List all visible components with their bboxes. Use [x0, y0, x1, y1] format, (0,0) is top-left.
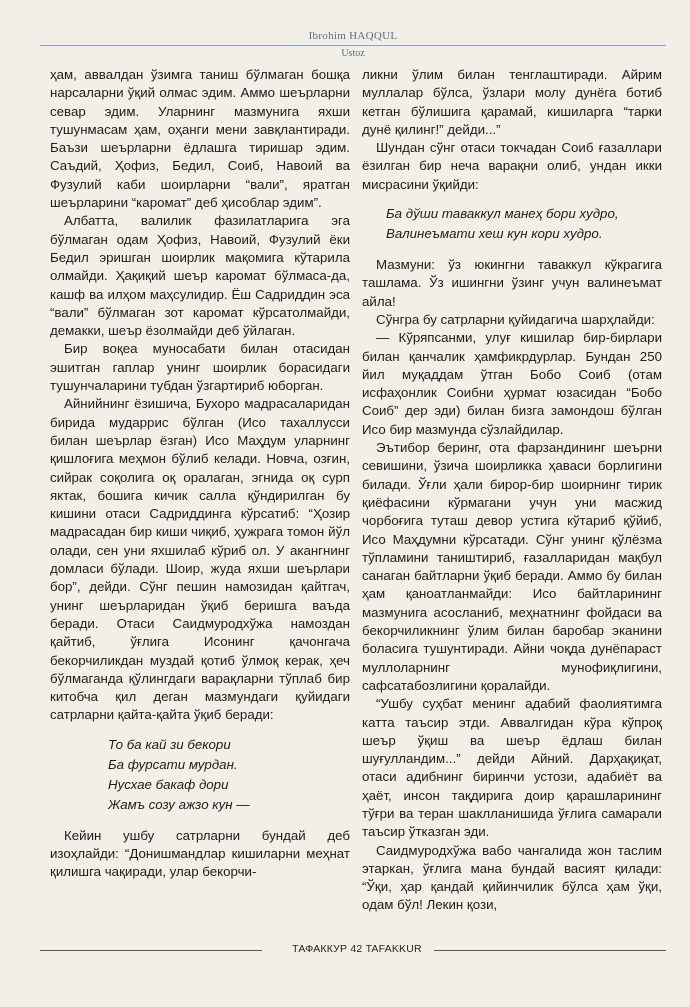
- left-column: [50, 66, 350, 882]
- right-column: [362, 66, 662, 915]
- verse-line: Жамъ созу ажзо кун —: [108, 796, 250, 812]
- footer-rule-left: [40, 950, 262, 951]
- header-author: Ibrohim HAQQUL: [308, 30, 398, 42]
- paragraph: Бир воқеа муносабати билан отасидан эшитган гаплар унинг шоирлик борасидаги тушунчаларини тубдан ўзгартириб юборган.: [50, 341, 350, 394]
- paragraph: Айнийнинг ёзишича, Бухоро мадрасаларидан бирида мударрис бўлган (Исо тахаллусси билан шеърлар ёзган) Исо Маҳдум уларнинг қишлоғига меҳмон бўлиб келади. Новча, озғин, сийрак соқолига оқ оралаган, эгнида оқ сурп яктак, бошига кичик салла қўндирилган бу кишини отаси Садриддинга кўрсатиб: “Ҳозир мадрасадан бир киши чиқиб, ҳужрага томон йўл олади, сен уни яхшилаб кўриб ол. У акангнинг домласи бўлади. Шоир, жуда яхши шеърлари бор”, дейди. Сўнг пешин намозидан қайтгач, унинг шеърларидан ўқиб беришга ваъда беради. Отаси Саидмуродхўжа намоздан қайтиб, ўғлига Исонинг қачонгача бекорчиликдан муздай қотиб ўлмоқ керак, ҳеч бўлмаганда қўлингдаги варақларни тўплаб бир китобча қил деган мазмундаги қуйидаги сатрларни қайта-қайта ўқиб беради:: [50, 396, 350, 723]
- verse-block: [50, 735, 350, 815]
- paragraph: Саидмуродхўжа вабо чангалида жон таслим этаркан, ўғлига мана бундай васият қилади: “Ўқи, ҳар қандай қийинчилик бўлса ҳам ўқи, одам бўл! Лекин қози,: [362, 842, 662, 913]
- header-rule: [40, 45, 666, 46]
- footer-page-label: ТАФАККУР 42 TAFAKKUR: [292, 943, 422, 955]
- paragraph: ҳам, аввалдан ўзимга таниш бўлмаган бошқа нарсаларни ўқий олмас эдим. Аммо шеърларни севар эдим. Уларнинг мазмунига яхши тушунмасам ҳам, оҳанги мени завқлантиради. Баъзи шеърларни ёдлашга тиришар эдим. Саъдий, Ҳофиз, Бедил, Соиб, Навоий ва Фузулий каби шоирларни “вали”, яратган шеърларини “каромат” деб ҳисоблар эдим”.: [50, 67, 350, 211]
- paragraph: Кейин ушбу сатрларни бундай деб изоҳлайди: “Донишмандлар кишиларни меҳнат қилишга чақиради, улар бекорчи-: [50, 827, 350, 880]
- header-section: Ustoz: [341, 48, 365, 59]
- paragraph: Эътибор беринг, ота фарзандининг шеърни севишини, ўзича шоирликка ҳаваси борлигини билади. Ўғли ҳали бирор-бир шоирнинг тирик қиёфасини кўрмагани учун уни масжид чорбоғига туташ девор устига кўтариб қўйиб, Исо Маҳдумни кўрсатади. Сўнг унинг қўлёзма тўпламини таништириб, ғазалларидан мақбул санаган байтларни ўқиб беради. Аммо бу билан ҳам қаноатланмайди: Исо байтларининг мазмунига асосланиб, меҳнатнинг фойдаси ва бекорчиликнинг ўлим билан баробар эканини боласига тушунтиради. Айни чоқда дунёпараст муллоларнинг мунофиқлигини, сафсатабозлигини қоралайди.: [362, 440, 662, 693]
- paragraph: Мазмуни: ўз юкингни таваккул кўкрагига ташлама. Ўз ишингни ўзинг учун валинеъмат айла!: [362, 257, 662, 309]
- verse-line: Валинеъмати хеш кун кори худро.: [386, 226, 603, 242]
- footer-rule-right: [434, 950, 666, 951]
- verse-line: Нусхае бакаф дори: [108, 776, 229, 792]
- verse-line: То ба кай зи бекори: [108, 736, 231, 752]
- page-footer: [40, 941, 666, 961]
- running-header: [40, 30, 666, 60]
- paragraph: ликни ўлим билан тенглаштиради. Айрим муллалар бўлса, ўзлари молу дунёга ботиб кетган бўлишига қарамай, кишиларга “тарки дунё қилинг!” дейди...”: [362, 67, 662, 137]
- verse-line: Ба фурсати мурдан.: [108, 756, 238, 772]
- paragraph: Сўнгра бу сатрларни қуйидагича шарҳлайди:: [376, 311, 655, 327]
- paragraph: “Ушбу суҳбат менинг адабий фаолиятимга катта таъсир этди. Аввалгидан кўра кўпроқ шеър ўқиш ва шеър ёдлаш билан шуғулландим...” дейди Айний. Дарҳақиқат, отаси адибнинг биринчи устози, адабиёт ва ҳаёт, инсон тақдирига доир қарашларининг тўғри ва теран шаклланишида ўғлига самарали таъсир ўтказган эди.: [362, 696, 662, 840]
- paragraph: Шундан сўнг отаси токчадан Соиб ғазаллари ёзилган бир неча варақни олиб, ундан икки мисрасини ўқийди:: [362, 140, 662, 192]
- paragraph: — Кўряпсанми, улуғ кишилар бир-бирлари билан қанчалик ҳамфикрдурлар. Бундан 250 йил муқаддам ўтган Бобо Соиб (отам исфаҳонлик Соибни ҳурмат юзасидан “Бобо Соиб” дер эди) билан бизга замондош бўлган Исо бир мазмунда сўзлайдилар.: [362, 330, 662, 437]
- verse-block: [362, 204, 662, 244]
- paragraph: Албатта, валилик фазилатларига эга бўлмаган одам Ҳофиз, Навоий, Фузулий ёки Бедил эришган шоирлик мақомига кўтарила олмайди. Ҳақиқий шеър каромат бўлмаса-да, кашф ва илҳом маҳсулидир. Ёш Садриддин эса “вали” бўлмаган зот каромат кўрсатолмайди, демакки, шеър ёзолмайди деб ўйлаган.: [50, 213, 350, 339]
- verse-line: Ба дўши таваккул манеҳ бори худро,: [386, 206, 619, 222]
